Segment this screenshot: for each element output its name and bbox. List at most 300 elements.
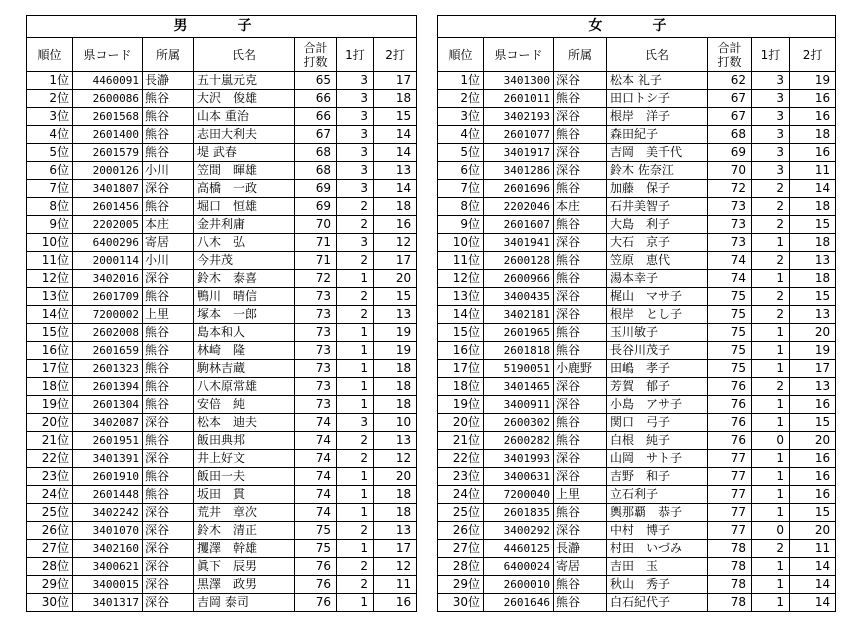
shot2-cell: 11 (790, 162, 836, 180)
total-cell: 74 (295, 414, 337, 432)
total-cell: 73 (295, 288, 337, 306)
shot2-cell: 19 (374, 324, 417, 342)
shot2-cell: 16 (374, 216, 417, 234)
club-cell: 熊谷 (143, 360, 194, 378)
club-cell: 熊谷 (554, 594, 607, 612)
shot2-cell: 14 (790, 594, 836, 612)
total-cell: 77 (708, 450, 752, 468)
name-cell: 鈴木 泰喜 (194, 270, 295, 288)
total-cell: 75 (295, 522, 337, 540)
table-row (27, 324, 417, 342)
header-name: 氏名 (607, 38, 708, 72)
code-cell: 3401941 (484, 234, 554, 252)
club-cell: 熊谷 (554, 90, 607, 108)
club-cell: 熊谷 (143, 90, 194, 108)
rank-cell: 20位 (27, 414, 73, 432)
shot1-cell: 2 (752, 198, 790, 216)
total-cell: 76 (708, 378, 752, 396)
name-cell: 白根 純子 (607, 432, 708, 450)
table-row (438, 468, 836, 486)
table-row (438, 378, 836, 396)
club-cell: 深谷 (554, 234, 607, 252)
shot1-cell: 1 (752, 504, 790, 522)
club-cell: 上里 (554, 486, 607, 504)
shot1-cell: 3 (337, 90, 374, 108)
total-cell: 68 (295, 144, 337, 162)
total-cell: 74 (295, 432, 337, 450)
shot1-cell: 3 (752, 90, 790, 108)
shot1-cell: 3 (752, 144, 790, 162)
code-cell: 2601965 (484, 324, 554, 342)
men-table-body (27, 72, 417, 612)
club-cell: 本庄 (554, 198, 607, 216)
club-cell: 深谷 (143, 594, 194, 612)
table-row (27, 396, 417, 414)
rank-cell: 10位 (438, 234, 484, 252)
total-cell: 74 (708, 270, 752, 288)
code-cell: 2601394 (73, 378, 143, 396)
code-cell: 2600966 (484, 270, 554, 288)
total-cell: 70 (708, 162, 752, 180)
club-cell: 熊谷 (143, 108, 194, 126)
rank-cell: 19位 (27, 396, 73, 414)
code-cell: 6400296 (73, 234, 143, 252)
name-cell: 八木 弘 (194, 234, 295, 252)
header-code: 県コード (484, 38, 554, 72)
total-cell: 76 (295, 558, 337, 576)
rank-cell: 11位 (27, 252, 73, 270)
table-row (438, 108, 836, 126)
shot1-cell: 2 (337, 198, 374, 216)
table-row (27, 90, 417, 108)
table-row (27, 486, 417, 504)
rank-cell: 19位 (438, 396, 484, 414)
rank-cell: 12位 (27, 270, 73, 288)
club-cell: 深谷 (554, 378, 607, 396)
club-cell: 熊谷 (554, 252, 607, 270)
rank-cell: 28位 (27, 558, 73, 576)
rank-cell: 16位 (438, 342, 484, 360)
shot1-cell: 1 (752, 486, 790, 504)
club-cell: 熊谷 (554, 576, 607, 594)
table-row (438, 486, 836, 504)
name-cell: 松本 迪夫 (194, 414, 295, 432)
code-cell: 2600282 (484, 432, 554, 450)
name-cell: 坂田 貫 (194, 486, 295, 504)
name-cell: 立石利子 (607, 486, 708, 504)
table-row (438, 126, 836, 144)
shot2-cell: 16 (790, 90, 836, 108)
name-cell: 笠間 暉雄 (194, 162, 295, 180)
table-row (27, 594, 417, 612)
code-cell: 3402160 (73, 540, 143, 558)
code-cell: 3401465 (484, 378, 554, 396)
club-cell: 熊谷 (143, 468, 194, 486)
code-cell: 2601011 (484, 90, 554, 108)
code-cell: 2601818 (484, 342, 554, 360)
club-cell: 深谷 (143, 270, 194, 288)
shot2-cell: 12 (374, 234, 417, 252)
shot1-cell: 3 (337, 234, 374, 252)
code-cell: 2000126 (73, 162, 143, 180)
shot1-cell: 1 (752, 468, 790, 486)
code-cell: 3400911 (484, 396, 554, 414)
code-cell: 3402181 (484, 306, 554, 324)
club-cell: 深谷 (554, 468, 607, 486)
name-cell: 飯田一夫 (194, 468, 295, 486)
shot2-cell: 14 (374, 144, 417, 162)
code-cell: 2600010 (484, 576, 554, 594)
name-cell: 安倍 純 (194, 396, 295, 414)
header-club: 所属 (143, 38, 194, 72)
club-cell: 深谷 (554, 522, 607, 540)
shot1-cell: 3 (752, 72, 790, 90)
name-cell: 白石紀代子 (607, 594, 708, 612)
code-cell: 3401286 (484, 162, 554, 180)
name-cell: 輿那覇 恭子 (607, 504, 708, 522)
total-cell: 66 (295, 108, 337, 126)
name-cell: 大島 利子 (607, 216, 708, 234)
rank-cell: 4位 (438, 126, 484, 144)
table-row (438, 324, 836, 342)
table-row (438, 342, 836, 360)
table-row (438, 252, 836, 270)
shot1-cell: 1 (337, 396, 374, 414)
header-rank: 順位 (438, 38, 484, 72)
shot2-cell: 20 (374, 270, 417, 288)
total-cell: 69 (708, 144, 752, 162)
club-cell: 寄居 (143, 234, 194, 252)
header-rank: 順位 (27, 38, 73, 72)
rank-cell: 25位 (27, 504, 73, 522)
total-cell: 71 (295, 234, 337, 252)
rank-cell: 29位 (438, 576, 484, 594)
table-row (438, 594, 836, 612)
header-shot1: 1打 (337, 38, 374, 72)
total-cell: 73 (708, 234, 752, 252)
code-cell: 3401993 (484, 450, 554, 468)
shot1-cell: 1 (337, 486, 374, 504)
total-cell: 69 (295, 180, 337, 198)
name-cell: 村田 いづみ (607, 540, 708, 558)
code-cell: 2601951 (73, 432, 143, 450)
table-row (27, 252, 417, 270)
shot1-cell: 3 (337, 414, 374, 432)
shot1-cell: 1 (752, 342, 790, 360)
shot1-cell: 1 (752, 414, 790, 432)
header-name: 氏名 (194, 38, 295, 72)
name-cell: 飯田典邦 (194, 432, 295, 450)
total-cell: 72 (295, 270, 337, 288)
rank-cell: 2位 (27, 90, 73, 108)
code-cell: 3402242 (73, 504, 143, 522)
shot1-cell: 1 (337, 324, 374, 342)
name-cell: 笠原 恵代 (607, 252, 708, 270)
code-cell: 3400292 (484, 522, 554, 540)
name-cell: 高橋 一政 (194, 180, 295, 198)
club-cell: 熊谷 (554, 180, 607, 198)
shot2-cell: 18 (790, 126, 836, 144)
table-row (27, 378, 417, 396)
rank-cell: 14位 (438, 306, 484, 324)
header-shot2: 2打 (374, 38, 417, 72)
code-cell: 2000114 (73, 252, 143, 270)
shot1-cell: 2 (337, 216, 374, 234)
name-cell: 荒井 章次 (194, 504, 295, 522)
name-cell: 島本和人 (194, 324, 295, 342)
total-cell: 62 (708, 72, 752, 90)
shot2-cell: 20 (790, 324, 836, 342)
rank-cell: 15位 (438, 324, 484, 342)
shot1-cell: 3 (752, 162, 790, 180)
table-row (438, 414, 836, 432)
table-row (27, 126, 417, 144)
name-cell: 田口トシ子 (607, 90, 708, 108)
table-row (27, 576, 417, 594)
code-cell: 2601077 (484, 126, 554, 144)
total-cell: 78 (708, 576, 752, 594)
club-cell: 熊谷 (143, 396, 194, 414)
total-cell: 76 (708, 432, 752, 450)
total-cell: 75 (708, 306, 752, 324)
table-row (438, 72, 836, 90)
table-row (438, 216, 836, 234)
total-cell: 73 (295, 378, 337, 396)
shot2-cell: 18 (374, 198, 417, 216)
shot2-cell: 18 (374, 378, 417, 396)
club-cell: 深谷 (554, 288, 607, 306)
shot2-cell: 16 (790, 450, 836, 468)
name-cell: 鈴木 佐奈江 (607, 162, 708, 180)
shot2-cell: 15 (790, 288, 836, 306)
men-header-row (27, 38, 417, 72)
total-cell: 78 (708, 540, 752, 558)
total-cell: 74 (295, 504, 337, 522)
total-cell: 78 (708, 594, 752, 612)
shot1-cell: 2 (337, 306, 374, 324)
club-cell: 熊谷 (143, 126, 194, 144)
total-cell: 76 (295, 594, 337, 612)
rank-cell: 28位 (438, 558, 484, 576)
women-table-title: 女 子 (438, 16, 836, 38)
code-cell: 2601696 (484, 180, 554, 198)
shot2-cell: 18 (790, 270, 836, 288)
rank-cell: 1位 (438, 72, 484, 90)
table-row (27, 414, 417, 432)
table-row (438, 270, 836, 288)
club-cell: 熊谷 (554, 432, 607, 450)
shot1-cell: 1 (337, 504, 374, 522)
club-cell: 深谷 (554, 108, 607, 126)
club-cell: 深谷 (554, 450, 607, 468)
name-cell: 金井利庸 (194, 216, 295, 234)
code-cell: 2601456 (73, 198, 143, 216)
code-cell: 2600128 (484, 252, 554, 270)
name-cell: 井上好文 (194, 450, 295, 468)
rank-cell: 16位 (27, 342, 73, 360)
table-row (438, 558, 836, 576)
name-cell: 鴨川 晴信 (194, 288, 295, 306)
rank-cell: 24位 (27, 486, 73, 504)
table-row (438, 450, 836, 468)
rank-cell: 5位 (27, 144, 73, 162)
shot1-cell: 1 (337, 270, 374, 288)
table-row (438, 576, 836, 594)
shot1-cell: 2 (337, 558, 374, 576)
club-cell: 深谷 (554, 72, 607, 90)
shot2-cell: 11 (790, 540, 836, 558)
total-cell: 74 (295, 450, 337, 468)
club-cell: 熊谷 (143, 144, 194, 162)
shot2-cell: 15 (374, 288, 417, 306)
total-cell: 68 (708, 126, 752, 144)
name-cell: 今井茂 (194, 252, 295, 270)
code-cell: 2202046 (484, 198, 554, 216)
code-cell: 3401317 (73, 594, 143, 612)
name-cell: 山本 重治 (194, 108, 295, 126)
total-cell: 75 (708, 288, 752, 306)
shot2-cell: 18 (374, 396, 417, 414)
rank-cell: 20位 (438, 414, 484, 432)
table-row (438, 162, 836, 180)
shot2-cell: 16 (790, 108, 836, 126)
shot2-cell: 14 (790, 180, 836, 198)
code-cell: 6400024 (484, 558, 554, 576)
name-cell: 中村 博子 (607, 522, 708, 540)
shot1-cell: 1 (752, 270, 790, 288)
rank-cell: 11位 (438, 252, 484, 270)
table-row (438, 540, 836, 558)
code-cell: 2601659 (73, 342, 143, 360)
name-cell: 吉田 玉 (607, 558, 708, 576)
total-cell: 73 (295, 306, 337, 324)
name-cell: 秋山 秀子 (607, 576, 708, 594)
rank-cell: 22位 (27, 450, 73, 468)
total-cell: 73 (295, 324, 337, 342)
rank-cell: 14位 (27, 306, 73, 324)
total-cell: 74 (295, 486, 337, 504)
rank-cell: 5位 (438, 144, 484, 162)
name-cell: 石井美智子 (607, 198, 708, 216)
club-cell: 熊谷 (143, 288, 194, 306)
total-cell: 74 (295, 468, 337, 486)
shot2-cell: 18 (374, 486, 417, 504)
code-cell: 2601646 (484, 594, 554, 612)
rank-cell: 22位 (438, 450, 484, 468)
shot2-cell: 15 (790, 414, 836, 432)
shot2-cell: 13 (374, 432, 417, 450)
table-row (27, 450, 417, 468)
code-cell: 2601579 (73, 144, 143, 162)
table-row (438, 234, 836, 252)
table-row (438, 180, 836, 198)
club-cell: 熊谷 (143, 324, 194, 342)
table-row (27, 342, 417, 360)
rank-cell: 6位 (438, 162, 484, 180)
club-cell: 深谷 (143, 450, 194, 468)
name-cell: 松本 礼子 (607, 72, 708, 90)
code-cell: 4460091 (73, 72, 143, 90)
table-row (27, 270, 417, 288)
rank-cell: 3位 (27, 108, 73, 126)
shot1-cell: 2 (337, 522, 374, 540)
header-total: 合計 打数 (708, 38, 752, 72)
club-cell: 熊谷 (554, 126, 607, 144)
total-cell: 78 (708, 558, 752, 576)
total-cell: 65 (295, 72, 337, 90)
shot2-cell: 20 (374, 468, 417, 486)
shot2-cell: 15 (374, 108, 417, 126)
club-cell: 深谷 (143, 576, 194, 594)
name-cell: 駒林吉蔵 (194, 360, 295, 378)
shot2-cell: 14 (790, 558, 836, 576)
shot2-cell: 18 (374, 360, 417, 378)
total-cell: 73 (295, 342, 337, 360)
shot2-cell: 17 (374, 252, 417, 270)
shot2-cell: 12 (374, 558, 417, 576)
code-cell: 2202005 (73, 216, 143, 234)
rank-cell: 3位 (438, 108, 484, 126)
shot1-cell: 1 (337, 360, 374, 378)
name-cell: 吉野 和子 (607, 468, 708, 486)
header-total: 合計 打数 (295, 38, 337, 72)
shot2-cell: 19 (790, 342, 836, 360)
shot2-cell: 16 (790, 486, 836, 504)
rank-cell: 18位 (27, 378, 73, 396)
name-cell: 山岡 サト子 (607, 450, 708, 468)
table-row (27, 72, 417, 90)
table-row (27, 432, 417, 450)
total-cell: 66 (295, 90, 337, 108)
table-row (438, 144, 836, 162)
code-cell: 2601607 (484, 216, 554, 234)
name-cell: 梶山 マサ子 (607, 288, 708, 306)
club-cell: 深谷 (554, 306, 607, 324)
shot2-cell: 20 (790, 522, 836, 540)
code-cell: 5190051 (484, 360, 554, 378)
total-cell: 73 (708, 198, 752, 216)
table-row (27, 468, 417, 486)
table-row (438, 198, 836, 216)
rank-cell: 23位 (438, 468, 484, 486)
rank-cell: 9位 (438, 216, 484, 234)
rank-cell: 30位 (27, 594, 73, 612)
rank-cell: 17位 (438, 360, 484, 378)
rank-cell: 25位 (438, 504, 484, 522)
rank-cell: 18位 (438, 378, 484, 396)
code-cell: 3400621 (73, 558, 143, 576)
total-cell: 77 (708, 468, 752, 486)
code-cell: 3402193 (484, 108, 554, 126)
shot1-cell: 1 (752, 396, 790, 414)
club-cell: 熊谷 (143, 378, 194, 396)
table-row (438, 90, 836, 108)
shot2-cell: 13 (790, 306, 836, 324)
rank-cell: 7位 (438, 180, 484, 198)
name-cell: 長谷川茂子 (607, 342, 708, 360)
table-row (438, 396, 836, 414)
club-cell: 深谷 (143, 504, 194, 522)
table-row (27, 360, 417, 378)
women-table-body (438, 72, 836, 612)
rank-cell: 26位 (438, 522, 484, 540)
club-cell: 本庄 (143, 216, 194, 234)
club-cell: 熊谷 (554, 324, 607, 342)
total-cell: 75 (295, 540, 337, 558)
name-cell: 関口 弓子 (607, 414, 708, 432)
table-row (27, 180, 417, 198)
shot1-cell: 1 (752, 234, 790, 252)
